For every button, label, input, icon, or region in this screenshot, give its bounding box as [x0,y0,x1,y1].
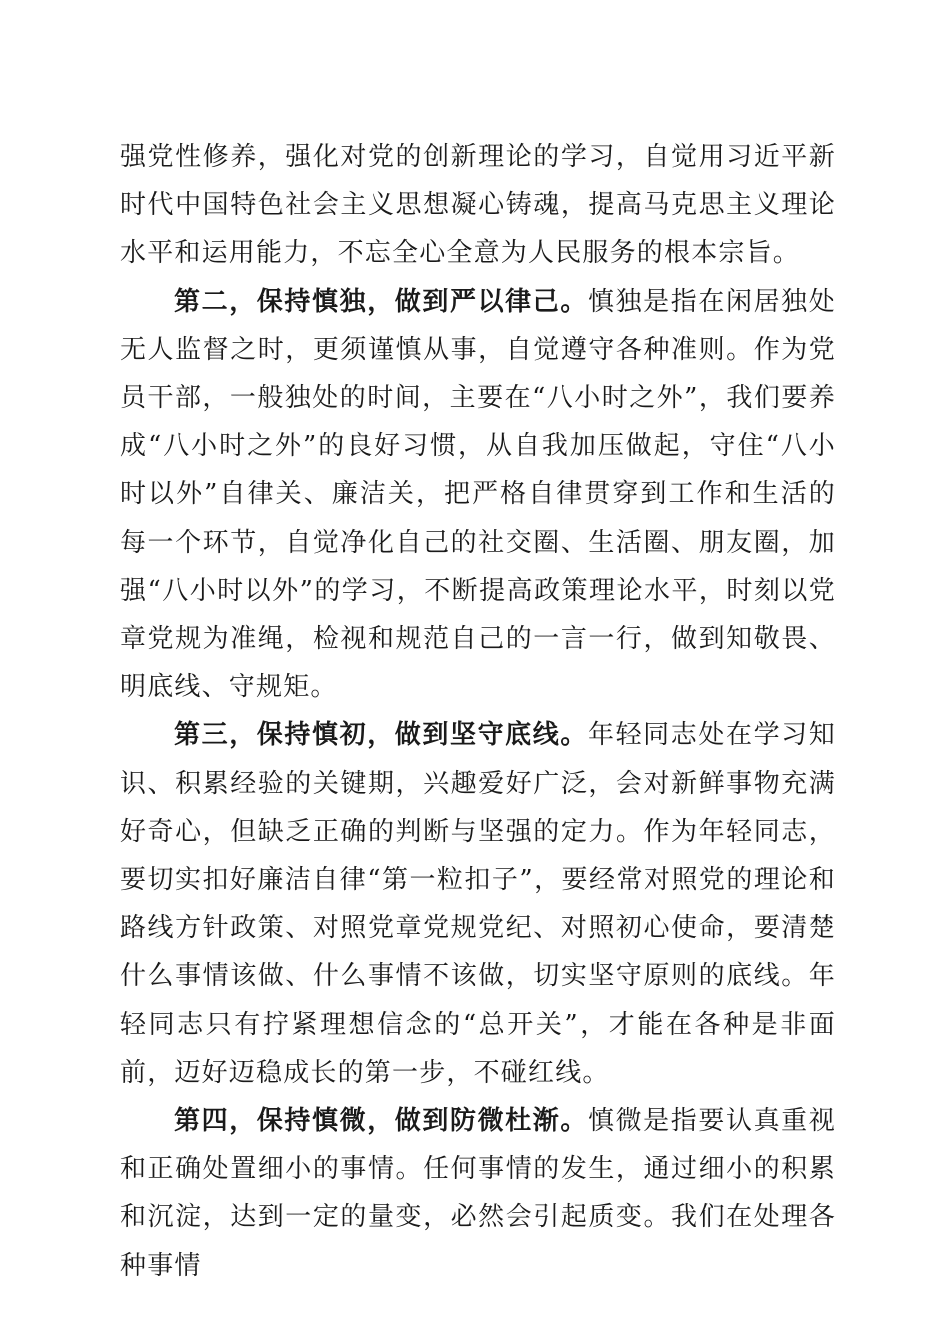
paragraph-second-point [120,278,836,712]
paragraph-heading: 第三，保持慎初，做到坚守底线。 [174,720,588,751]
paragraph-text: 强党性修养，强化对党的创新理论的学习，自觉用习近平新时代中国特色社会主义思想凝心铸魂，提高马克思主义理论水平和运用能力，不忘全心全意为人民服务的根本宗旨。 [120,142,836,269]
paragraph-continuation [120,133,836,278]
paragraph-heading: 第二，保持慎独，做到严以律己。 [174,286,588,317]
paragraph-heading: 第四，保持慎微，做到防微杜渐。 [174,1106,588,1137]
paragraph-text: 慎微是指要认真重视和正确处置细小的事情。任何事情的发生，通过细小的积累和沉淀，达到一定的量变，必然会引起质变。我们在处理各种事情 [120,1106,836,1281]
document-body [120,133,836,1290]
paragraph-text: 慎独是指在闲居独处无人监督之时，更须谨慎从事，自觉遵守各种准则。作为党员干部，一般独处的时间，主要在“八小时之外”，我们要养成“八小时之外”的良好习惯，从自我加压做起，守住“八小时以外”自律关、廉洁关，把严格自律贯穿到工作和生活的每一个环节，自觉净化自己的社交圈、生活圈、朋友圈，加强“八小时以外”的学习，不断提高政策理论水平，时刻以党章党规为准绳，检视和规范自己的一言一行，做到知敬畏、明底线、守规矩。 [120,286,836,703]
paragraph-third-point [120,711,836,1097]
paragraph-fourth-point [120,1097,836,1290]
paragraph-text: 年轻同志处在学习知识、积累经验的关键期，兴趣爱好广泛，会对新鲜事物充满好奇心，但缺乏正确的判断与坚强的定力。作为年轻同志，要切实扣好廉洁自律“第一粒扣子”，要经常对照党的理论和路线方针政策、对照党章党规党纪、对照初心使命，要清楚什么事情该做、什么事情不该做，切实坚守原则的底线。年轻同志只有拧紧理想信念的“总开关”，才能在各种是非面前，迈好迈稳成长的第一步，不碰红线。 [120,720,836,1088]
